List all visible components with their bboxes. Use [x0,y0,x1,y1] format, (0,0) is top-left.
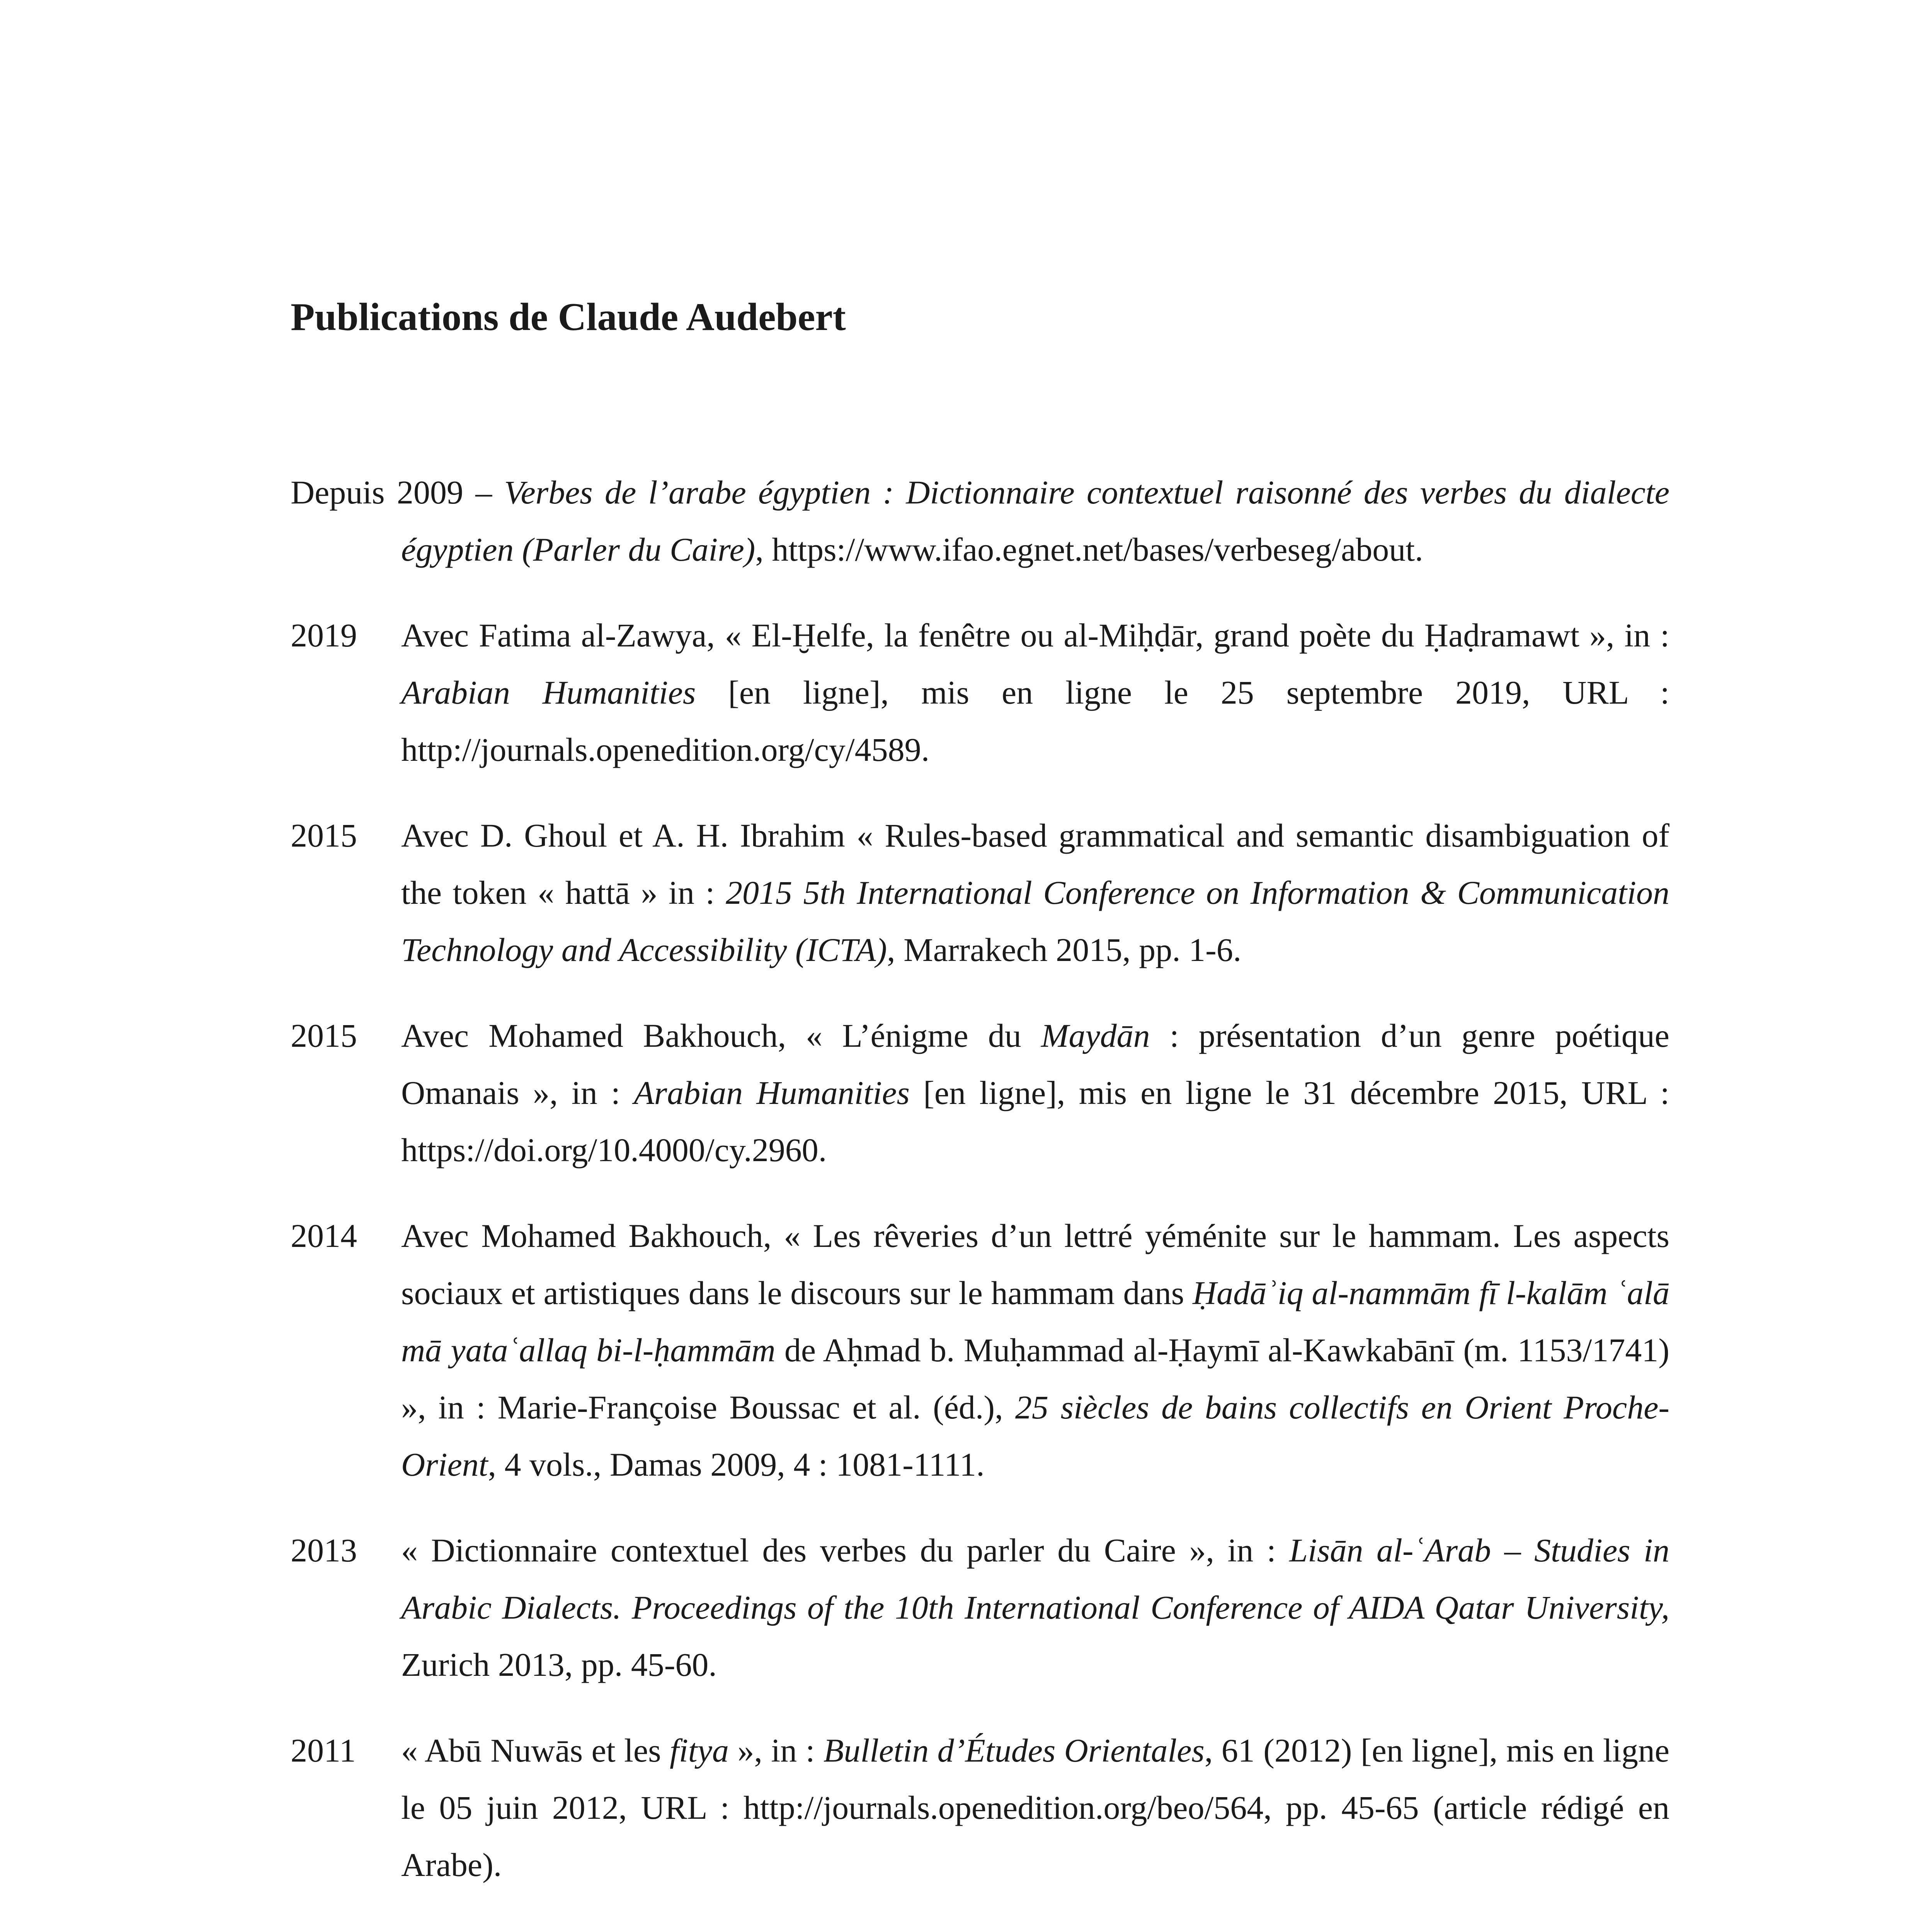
publication-citation [401,1722,1669,1893]
publication-citation [401,807,1669,978]
publication-entry [291,807,1669,978]
publication-year: Depuis 2009 – [291,474,492,511]
publication-year: 2015 [291,817,357,854]
publication-citation [401,1207,1669,1493]
entry-text [492,474,504,511]
entry-text: « Dictionnaire contextuel des verbes du parler du Caire », in : [401,1532,1290,1569]
entry-text: « Abū Nuwās et les [401,1732,670,1769]
publication-citation [401,1007,1669,1179]
italic-title-text: 25 siècles de bains collectifs en Orient Proche-Orient [401,1389,1669,1483]
publication-year: 2019 [291,617,357,654]
entry-text: , https://www.ifao.egnet.net/bases/verbeseg/about. [755,531,1423,568]
publication-entry [291,1722,1669,1893]
publication-entry [291,1007,1669,1179]
entry-text: : présentation d’un genre poétique Omanais », in : [401,1017,1669,1111]
publication-year: 2014 [291,1217,357,1254]
publication-year: 2011 [291,1732,356,1769]
entry-text: , Marrakech 2015, pp. 1-6. [887,931,1242,968]
entry-text: Zurich 2013, pp. 45-60. [401,1646,717,1683]
page-title: Publications de Claude Audebert [291,295,846,339]
publication-citation [401,607,1669,778]
italic-title-text: Arabian Humanities [634,1074,910,1111]
italic-title-text: Lisān al-ʿArab – Studies in Arabic Dialects. Proceedings of the 10th International Conference of AIDA Qatar University, [401,1532,1669,1626]
publication-entry [291,1207,1669,1493]
italic-title-text: 2015 5th International Conference on Information & Communication Technology and Accessibility (ICTA) [401,874,1669,968]
entry-text: , 61 (2012) [en ligne], mis en ligne le 05 juin 2012, URL : http://journals.openedition.org/beo/564, pp. 45-65 (article rédigé en Arabe). [401,1732,1670,1883]
publication-entry [291,607,1669,778]
italic-title-text: Maydān [1041,1017,1150,1054]
publication-list [291,464,1669,1932]
italic-title-text: Verbes de l’arabe égyptien : Dictionnaire contextuel raisonné des verbes du dialecte égyptien (Parler du Caire) [401,474,1670,568]
entry-text: [en ligne], mis en ligne le 25 septembre 2019, URL : http://journals.openedition.org/cy/4589. [401,674,1669,768]
publication-entry [291,464,1669,578]
entry-text: Avec Mohamed Bakhouch, « Les rêveries d’un lettré yéménite sur le hammam. Les aspects sociaux et artistiques dans le discours sur le hammam dans [401,1217,1669,1311]
publication-year [291,1922,401,1932]
publication-year: 2015 [291,1017,357,1054]
entry-text: Avec Fatima al-Zawya, « El-Ḫelfe, la fenêtre ou al-Miḥḍār, grand poète du Ḥaḍramawt », in : [401,617,1669,654]
entry-text: de Aḥmad b. Muḥammad al-Ḥaymī al-Kawkabānī (m. 1153/1741) », in : Marie-Françoise Boussac et al. (éd.), [401,1332,1670,1426]
publication-citation [401,1922,1669,1932]
publication-year: 2013 [291,1532,357,1569]
entry-text: [en ligne], mis en ligne le 31 décembre 2015, URL : https://doi.org/10.4000/cy.2960. [401,1074,1669,1168]
italic-title-text: Arabian Humanities [401,674,696,711]
italic-title-text: fitya [670,1732,729,1769]
entry-text: , 4 vols., Damas 2009, 4 : 1081-1111. [488,1446,985,1483]
entry-text: », in : [728,1732,824,1769]
publication-entry [291,1922,1669,1932]
entry-text: Avec D. Ghoul et A. H. Ibrahim « Rules-based grammatical and semantic disambiguation of the token « hattā » in : [401,817,1669,911]
publication-citation [401,1522,1669,1693]
entry-text: Avec Mohamed Bakhouch, « L’énigme du [401,1017,1041,1054]
publication-entry [291,1522,1669,1693]
italic-title-text: Bulletin d’Études Orientales [823,1732,1205,1769]
italic-title-text: Ḥadāʾiq al-nammām fī l-kalām ʿalā mā yataʿallaq bi-l-ḥammām [401,1274,1670,1369]
